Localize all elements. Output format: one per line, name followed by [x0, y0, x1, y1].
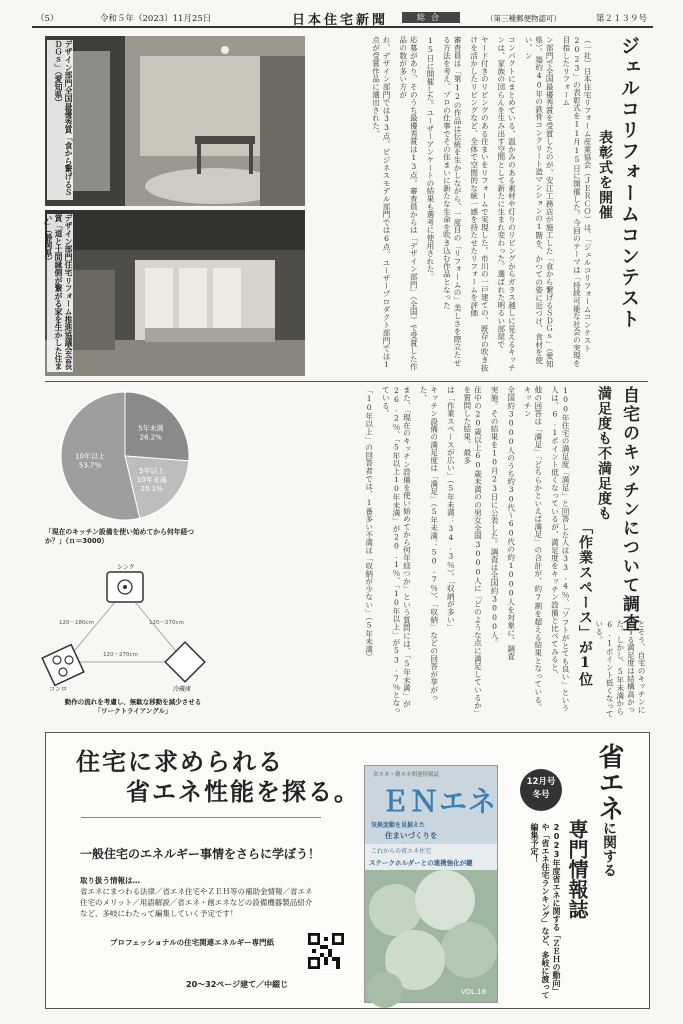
photo-entrance-hall	[45, 210, 305, 376]
ad-vtitle-part: に関する	[601, 821, 617, 877]
pie-label: 5年以上	[139, 466, 165, 475]
magazine-small-title: 省エネ・創エネ関連情報誌	[373, 772, 440, 778]
pie-label: 26.2%	[139, 433, 162, 442]
pie-label: 10年未満	[136, 475, 167, 484]
article2-para: は「作業スペースが広い」（5年未満：34.3％）。「収納が多い」	[446, 386, 456, 632]
ad-vertical-text: 2023年度省エネに関する「ＺＥＨの動向」や「省エネ住宅ランキング」など、多岐に渡って編集予定！	[530, 823, 561, 999]
magazine-subline: 住まいづくりを	[385, 831, 438, 840]
article1-para: 15日に開催した。ユーザーアンケートの結果も選考に使用された。	[425, 36, 435, 281]
issue-badge	[520, 769, 562, 811]
hydrangea-image	[365, 870, 497, 1002]
article2-para: 100年住宅の満足度「満足」と回答した人は33.4％、「ソフトがとても良い」という人は、6.1ポイント低くなっているが、満足度をキッチン設備と比べてみると、	[550, 386, 570, 712]
article2-para: 他の回答は「満足」「どちらかといえば満足」の合計が、約7割を超える結果となっている。キッチン	[523, 386, 543, 712]
ad-subhead: 一般住宅のエネルギー事情をさらに学ぼう！	[80, 847, 321, 861]
badge-line: 12月号	[526, 777, 556, 787]
paper-name: 日本住宅新聞	[292, 13, 389, 28]
diagram-caption	[53, 698, 213, 716]
page-number: （5）	[36, 14, 59, 24]
ad-vtitle-part: 省エネ	[594, 743, 624, 821]
pie-label: 20.1%	[140, 484, 163, 493]
ad-info-line: 省エネにまつわる法律／省エネ住宅やＺＥＨ等の補助金情報／省エネ	[80, 887, 313, 896]
article1-subhead: 表彰式を開催	[597, 130, 613, 220]
pie-chart-svg	[45, 386, 205, 526]
article2-right-col: とそう、自宅のキッチンに対する満足度は結構高かった。しかし、5年未満から6.1ポイント低くなっている。	[594, 620, 646, 718]
fridge-label: 冷蔵庫	[173, 686, 192, 693]
article1-headline: ジェルコリフォームコンテスト	[618, 36, 640, 330]
article1-para: 審査員は「第12の作品は伝統を生かしながら、一度目の「リフォームの」美しさを際立たせる方法を考え、プロの仕事でその住まいに新たな生命を吹き込む作品となった	[442, 36, 463, 367]
qr-code-icon[interactable]	[308, 933, 344, 969]
article1-para: ン部門で全国最優秀賞を受賞したのが、安江工務店が施工した「食から繋げるＳＤＧｓ」（愛知県）。築約40年の鉄骨コンクリート造マンションの1階を、かつての姿に近づけ、食材を使い、ン	[524, 36, 555, 368]
stove-icon	[42, 645, 84, 686]
ad-rule	[81, 817, 321, 818]
diagram-caption-line: 「ワークトライアングル」	[94, 707, 172, 715]
pie-label: 5年未満	[138, 424, 164, 433]
issue-number: 第２１３９号	[596, 14, 648, 24]
ad-pages: 20〜32ページ建て／中綴じ	[186, 980, 289, 989]
pie-label: 53.7%	[78, 461, 102, 470]
ad-info-line: 住宅のメリット／用語解説／省エネ・創エネなどの設備機器製品紹介	[80, 898, 313, 907]
magazine-cover[interactable]	[364, 765, 498, 1003]
pie-chart-title: 「現在のキッチン設備を使い始めてから何年経つか？」（ｎ＝3000）	[45, 528, 195, 545]
distance-label: 120〜270cm	[149, 620, 184, 626]
article1-para: コンパクトにまとめている。温かみのある素材や灯りのリビングからガラス越しに見えるキッチンは、家族の団らんを生み出す空間として新たに生まれ変わった。選ばれた明るい部屋で	[496, 36, 517, 372]
ad-info	[80, 875, 313, 919]
article1-para: 応募があり、そのうち最優秀賞は13点。審査員からは「デザイン部門」（全国）で受賞した作品の数が多い方が	[398, 36, 419, 371]
sink-icon	[107, 572, 143, 602]
article2-subhead-a: 満足度も不満足度も	[596, 386, 612, 521]
pie-chart	[45, 386, 205, 556]
diagram-caption-line: 動作の流れを考慮し、無駄な移動を減少させる	[64, 698, 202, 706]
article2-para: 全国約3000人のうち約30代〜60代の約1000人を対象に、調査	[506, 386, 516, 661]
magazine-volume: VOL.16	[461, 988, 487, 996]
ad-info-title: 取り扱う情報は…	[80, 876, 140, 885]
article1-para: ヤード付きのリビングのある住まいをリフォームで実現した。市川の一戸建ての、既存の吹き抜けを活かしたリビングなど、全体で空間的な統一感を持たせたリフォームを評価	[469, 36, 490, 372]
photo1-caption: デザイン部門全国最優秀賞「食から繋げるＳＤＧｓ」（愛知県）	[47, 40, 73, 200]
postal-note: （第三種郵便物認可）	[486, 14, 561, 23]
ad-headline	[76, 747, 360, 807]
article2-para: 住中の20歳以上60歳未満のの男女全国3000人に「どのような点に満足しているか」を質問した結果、最多	[462, 386, 483, 714]
ad-headline-line: 省エネ性能を探る。	[126, 778, 360, 806]
article2-headline: 自宅のキッチンについて調査	[619, 386, 639, 633]
ad-vertical-subtitle: 専門情報誌	[565, 819, 589, 919]
article2-para: キッチン設備の満足度は「満足」（5年未満：50.7％）、「収納」などの回答が挙がった。	[419, 386, 439, 702]
ad-footer: プロフェッショナルの住宅関連エネルギー専門紙	[110, 938, 275, 947]
article-divider	[45, 381, 648, 382]
issue-date: 令和５年（2023）11月25日	[100, 14, 212, 24]
article2-subhead-b: 「作業スペース」が1位	[577, 520, 593, 687]
magazine-title: ＥＮエネ	[381, 785, 498, 818]
ad-vertical-title	[594, 743, 624, 1003]
badge-line: 冬号	[532, 790, 550, 800]
sink-label: シンク	[117, 564, 135, 571]
article2-para: 「10年以上」の回答者では、1番多い不満は「収納が少ない」（5年未満）	[364, 386, 374, 661]
page-header	[0, 0, 683, 28]
article1-body	[312, 36, 592, 372]
stove-label: コンロ	[49, 686, 68, 693]
article2-para: また、「現在のキッチン設備を使い始めてから何年経つか」という質問には、「5年未満」が26.2％、「5年以上10年未満」が20.1％、「10年以上」が53.7％となっている。	[381, 386, 412, 715]
fridge-icon	[165, 642, 205, 682]
photo2-caption: デザイン部門住宅リフォーム推進協議会会長賞「道と土間縁側が繋がる家を生かした住まい」（静岡県）	[44, 214, 73, 370]
distance-label: 120〜180cm	[59, 620, 94, 626]
advertisement-box	[45, 732, 650, 1009]
photo-dining-room	[45, 36, 305, 206]
article1-para: れ、デザイン部門では33点、ビジネスモデル部門では6点、ユーザープロダクト部門では1点が受賞作品に選出された。	[371, 36, 392, 370]
pie-label: 10年以上	[75, 452, 105, 461]
magazine-subline: これからの省エネ住宅	[371, 848, 432, 855]
article2-body	[210, 386, 570, 716]
header-rule	[32, 26, 653, 28]
work-triangle-diagram	[45, 562, 205, 726]
magazine-subline: ステークホルダーとの連携強化が鍵	[369, 859, 473, 867]
section-label: 総合	[402, 12, 460, 23]
article1-para: （一社）日本住宅リフォーム産業協会（ＪＥＲＣＯ）は、「ジェルコリフォームコンテスト2023」の表彰式を11月15日に開催した。今回のテーマは「持続可能な社会の実現を目指したリフォーム	[561, 36, 592, 367]
article2-para: 実施。その結果を10月23日に公表した。調査は全国約3000人。	[490, 386, 500, 647]
distance-label: 120〜270cm	[103, 652, 138, 658]
magazine-subline: 気候変動を見据えた	[371, 822, 426, 829]
ad-headline-line: 住宅に求められる	[76, 748, 284, 776]
ad-info-line: など、多岐にわたって編集していく予定です！	[80, 909, 238, 918]
